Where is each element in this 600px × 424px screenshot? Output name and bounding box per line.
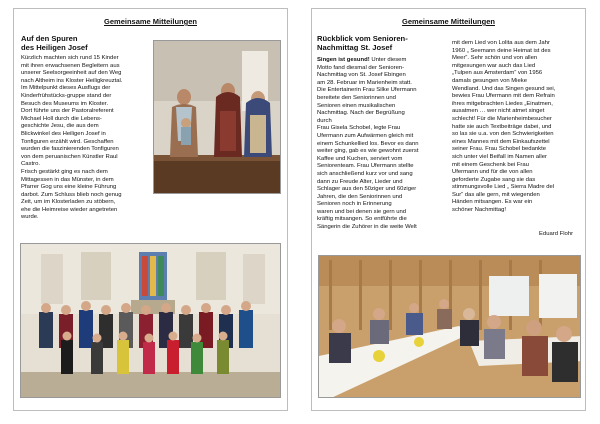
article-column-2: mit dem Lied von Lolita aus dem Jahr 1960 „ Seemann deine Heimat ist des Meer“. Sehr schön und von allen mitgesungen war auch das Lied „Tulpen aus Amsterdam“ von 1956 damals gesungen von Mieke Wendland. Und das Singen gesund sei, bewies Frau Ufermann mit dem Refrain ihres mitgebrachten Liedes „Einatmen, ausatmen … wer nicht atmet singet schlecht! Für die Marienheimbesucher hatte sie auch Textbeiträge dabei, und so las sie u.a. von den Schwierigkeiten eines Mannes mit dem Einkaufszettel seiner Frau. Frau Schobel bedankte sich unter viel Beifall im Namen aller mit einem Geschenk bei Frau Ufermann und für die von allen geforderte Zugabe sang sie das stimmungsvolle Lied „ Sierra Madre del Sur“ das alle gern, mit wiegenden Händen mitsangen. Es war ein schöner Nachmittag! — [452, 40, 556, 214]
page-header: Gemeinsame Mitteilungen — [104, 17, 197, 26]
article-title — [21, 35, 88, 52]
author-signature: Eduard Flohr — [539, 231, 574, 237]
article-title-line-1: Auf den Spuren — [21, 34, 78, 43]
article-title-line-2: Nachmittag St. Josef — [317, 42, 393, 52]
article-column-1-text: Unter diesem Motto fand diesmal der Senioren- Nachmittag von St. Josef Ebingen am 28. Februar im Marienheim statt. Die Entertainerin Frau Silke Ufermann bereitete den Seniorinnen und Senioren einen musikalischen Nachmittag. Nach der Begrüßung durch Frau Gisela Schobel, legte Frau Ufermann zum Aufwärmen gleich mit einem Schunkellied los. Bevor es dann weiter ging, gab es wie gewohnt zuerst Kaffee und Kuchen, serviert vom Seniorenteam. Frau Ufermann stellte sich anschließend kurz vor und sang dann zu Freude Alter, Lieder und Schlager aus den 50ziger und 60ziger Jahren, die den Seniorinnen und Senioren noch in Erinnerung waren und bei denen sie gern und kräftig mitsangen. So entführte die Sängerin die Zuhörer in die weite Welt — [317, 57, 419, 231]
article-title — [317, 35, 408, 52]
article-body: Kürzlich machten sich rund 15 Kinder mit ihren erwachsenen Begleitern aus unserer Seelsorgeeinheit auf den Weg nach Altheim ins Kloster Heiligkreuztal. Im Mittelpunkt dieses Ausflugs der Kinderfrühstücks-gruppe stand der Besuch des Museums im Kloster. Dort führte uns der Pastoralreferent Michael Holl durch die Lebens- geschichte Jesu, die aus dem Blickwinkel des Heiligen Josef in Tonfiguren erzählt wird. Geschaffen wurden die faszinierenden Tonfiguren von dem peruanischen Künstler Raul Castro. Frisch gestärkt ging es nach dem Mittagessen in das Münster, in dem Pfarrer Gog uns eine kleine Führung darbot. Zum Schluss blieb noch genug Zeit, um im Klosterladen zu stöbern, ehe die Heimreise wieder angetreten wurde. — [21, 55, 123, 221]
group-photo-church — [20, 243, 281, 398]
seniors-hall-photo — [318, 255, 581, 398]
article-title-line-2: des Heiligen Josef — [21, 42, 88, 52]
right-page — [311, 8, 586, 411]
article-lead: Singen ist gesund! — [317, 57, 370, 63]
article-title-line-1: Rückblick vom Senioren- — [317, 34, 408, 43]
page-header: Gemeinsame Mitteilungen — [402, 17, 495, 26]
clay-figures-photo — [153, 40, 281, 194]
article-column-1 — [317, 57, 449, 257]
left-page — [13, 8, 288, 411]
